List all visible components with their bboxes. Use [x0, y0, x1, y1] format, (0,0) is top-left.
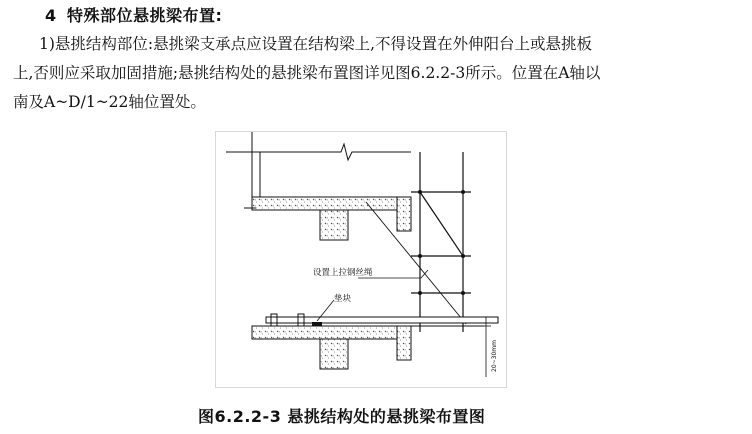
rope-label: 设置上拉钢丝绳 — [313, 268, 373, 278]
paragraph-line-1: 1)悬挑结构部位:悬挑梁支承点应设置在结构梁上,不得设置在外伸阳台上或悬挑板 — [39, 35, 593, 53]
lower-slab — [252, 326, 410, 339]
lower-beam — [320, 339, 348, 369]
cantilever-beam — [266, 317, 498, 323]
upper-edge-beam — [397, 197, 411, 231]
body-paragraph — [13, 30, 743, 117]
section-number: 4 — [45, 6, 57, 25]
dimension-label: 20~30mm — [491, 340, 498, 372]
scaffold — [411, 152, 471, 332]
lower-edge-beam — [397, 326, 411, 360]
section-title: 特殊部位悬挑梁布置: — [67, 6, 223, 25]
top-break-line — [226, 144, 411, 160]
block-label: 垫块 — [334, 294, 352, 304]
paragraph-line-3: 南及A~D/1~22轴位置处。 — [13, 93, 206, 111]
dimension-marker — [478, 317, 491, 377]
steel-wire-rope — [366, 202, 466, 324]
section-heading — [45, 3, 222, 26]
figure-frame — [215, 131, 507, 388]
cantilever-drawing — [216, 132, 506, 387]
pad-block — [312, 322, 322, 326]
upper-slab — [252, 197, 410, 210]
paragraph-line-2: 上,否则应采取加固措施;悬挑结构处的悬挑梁布置图详见图6.2.2-3所示。位置在A轴以 — [13, 64, 601, 82]
figure-caption: 图6.2.2-3 悬挑结构处的悬挑梁布置图 — [198, 407, 486, 426]
upper-beam — [320, 210, 348, 240]
